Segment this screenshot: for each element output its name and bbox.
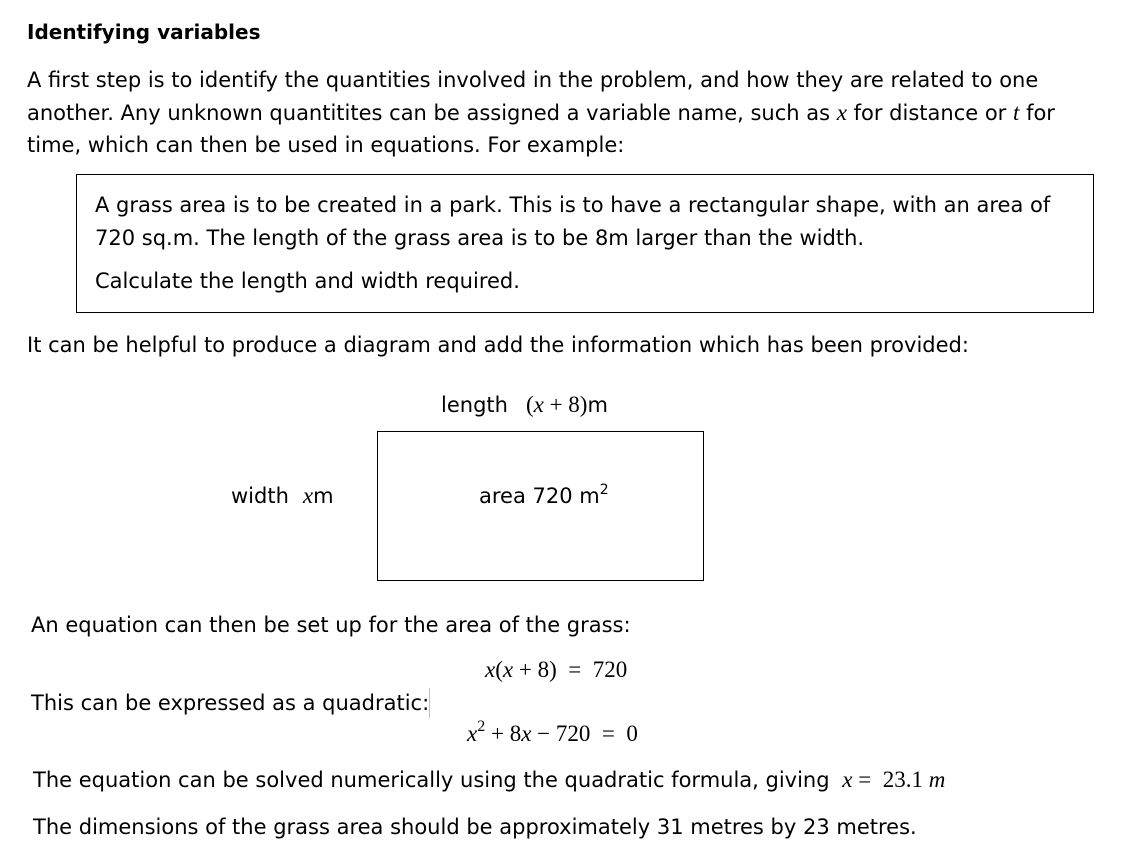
width-label xyxy=(231,483,334,509)
conclusion-text: The dimensions of the grass area should be approximately 31 metres by 23 metres. xyxy=(33,815,917,839)
quadratic-equation xyxy=(467,718,638,747)
length-open-paren: ( xyxy=(525,392,534,417)
variable-x: x xyxy=(836,99,847,125)
solution-variable: x xyxy=(842,767,853,792)
eq2-superscript: 2 xyxy=(477,718,486,735)
solution-text: The equation can be solved numerically using the quadratic formula, giving xyxy=(33,768,837,792)
intro-paragraph xyxy=(27,64,1097,162)
eq2-middle: + 8 xyxy=(485,721,522,746)
length-expression-rest: + 8) xyxy=(543,392,588,417)
section-heading: Identifying variables xyxy=(27,20,261,44)
eq2-variable-1: x xyxy=(467,721,478,746)
area-superscript: 2 xyxy=(599,482,609,498)
intro-text-1: A first step is to identify the quantities involved in the problem, and how they are related to one another. Any unknown quantitites can be assigned a variable name, such as xyxy=(27,68,1039,125)
text-cursor xyxy=(429,688,430,718)
eq1-rest: + 8) = 720 xyxy=(513,657,628,682)
length-expression xyxy=(526,392,588,417)
equation-intro-text: An equation can then be set up for the area of the grass: xyxy=(31,613,631,637)
example-problem-text: A grass area is to be created in a park. This is to have a rectangular shape, with an area of 720 sq.m. The length of the grass area is to be 8m larger than the width. xyxy=(95,193,1051,250)
solution-value: = 23.1 xyxy=(852,767,929,792)
variable-t: t xyxy=(1013,99,1020,125)
quadratic-intro-text: This can be expressed as a quadratic: xyxy=(31,691,430,715)
intro-text-2: for distance or xyxy=(846,100,1013,125)
example-question: Calculate the length and width required. xyxy=(95,269,520,293)
solution-line xyxy=(33,767,945,793)
length-variable: x xyxy=(533,392,544,417)
diagram-intro-text: It can be helpful to produce a diagram and add the information which has been provided: xyxy=(27,333,969,357)
length-unit: m xyxy=(587,393,608,417)
intro-text-3: for time, which can then be used in equations. For example: xyxy=(27,100,1055,157)
length-label xyxy=(441,392,608,418)
eq1-variable-2: x xyxy=(502,657,514,682)
eq2-variable-2: x xyxy=(521,721,532,746)
example-box xyxy=(76,174,1094,313)
area-equation xyxy=(485,657,627,683)
width-unit: m xyxy=(313,484,334,508)
area-label xyxy=(479,484,609,508)
eq1-open-paren: ( xyxy=(495,657,503,682)
width-variable: x xyxy=(302,483,314,508)
width-label-word: width xyxy=(231,484,289,508)
solution-unit: m xyxy=(928,767,946,792)
eq1-variable-1: x xyxy=(485,657,496,682)
length-label-word: length xyxy=(441,393,508,417)
area-label-text: area 720 m xyxy=(479,484,600,508)
eq2-rest: − 720 = 0 xyxy=(531,721,638,746)
